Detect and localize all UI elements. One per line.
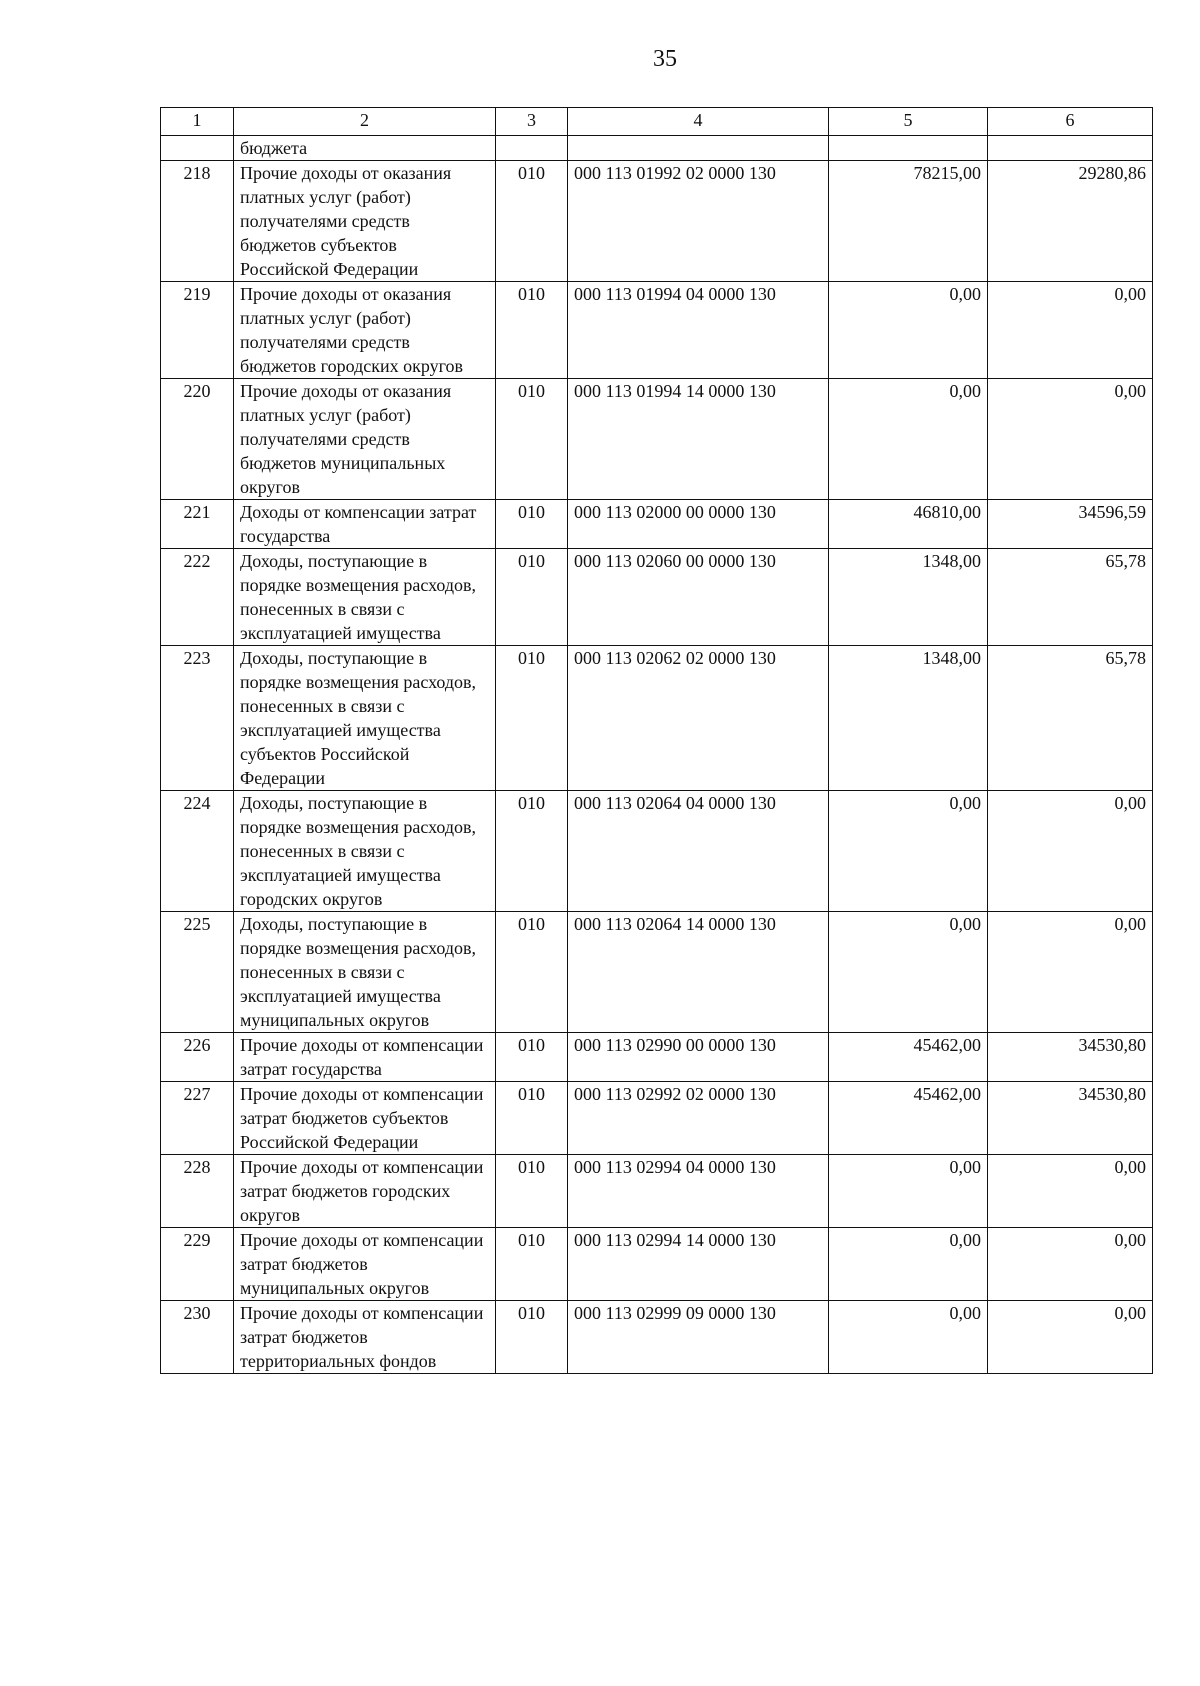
row-col3: 010 [496,912,568,1033]
row-code: 000 113 02064 04 0000 130 [568,791,829,912]
table-row [161,500,1153,549]
row-value-6: 0,00 [988,379,1153,500]
row-number: 220 [161,379,234,500]
row-value-6 [988,136,1153,161]
row-col3: 010 [496,791,568,912]
col-header-6: 6 [988,108,1153,136]
row-col3: 010 [496,161,568,282]
row-value-6: 65,78 [988,646,1153,791]
row-col3: 010 [496,379,568,500]
row-code: 000 113 02000 00 0000 130 [568,500,829,549]
revenue-table [160,107,1153,1374]
row-value-5: 0,00 [829,912,988,1033]
row-value-6: 0,00 [988,912,1153,1033]
col-header-1: 1 [161,108,234,136]
row-code: 000 113 02994 14 0000 130 [568,1228,829,1301]
row-name: Прочие доходы от компенсации затрат бюджетов муниципальных округов [234,1228,496,1301]
row-col3: 010 [496,1228,568,1301]
row-name: бюджета [234,136,496,161]
row-value-5: 1348,00 [829,646,988,791]
row-code: 000 113 01994 04 0000 130 [568,282,829,379]
row-code: 000 113 02062 02 0000 130 [568,646,829,791]
row-value-5: 45462,00 [829,1033,988,1082]
row-name: Прочие доходы от оказания платных услуг (работ) получателями средств бюджетов субъектов Российской Федерации [234,161,496,282]
table-row [161,549,1153,646]
row-value-6: 0,00 [988,1301,1153,1374]
header-row [161,108,1153,136]
row-code: 000 113 02060 00 0000 130 [568,549,829,646]
row-code: 000 113 02994 04 0000 130 [568,1155,829,1228]
row-value-5: 46810,00 [829,500,988,549]
table-row [161,1033,1153,1082]
table-row [161,161,1153,282]
row-col3: 010 [496,549,568,646]
row-col3: 010 [496,1033,568,1082]
row-value-5: 0,00 [829,379,988,500]
row-number: 225 [161,912,234,1033]
row-number: 227 [161,1082,234,1155]
row-value-5: 0,00 [829,1155,988,1228]
table-row [161,379,1153,500]
row-col3: 010 [496,1082,568,1155]
row-name: Прочие доходы от компенсации затрат государства [234,1033,496,1082]
table-row [161,1301,1153,1374]
table-row [161,791,1153,912]
row-col3: 010 [496,1155,568,1228]
row-col3: 010 [496,500,568,549]
row-value-5: 0,00 [829,1301,988,1374]
row-value-6: 34530,80 [988,1033,1153,1082]
row-number: 229 [161,1228,234,1301]
col-header-4: 4 [568,108,829,136]
row-value-5: 0,00 [829,791,988,912]
row-value-5: 0,00 [829,1228,988,1301]
col-header-3: 3 [496,108,568,136]
row-col3: 010 [496,282,568,379]
row-number: 224 [161,791,234,912]
col-header-2: 2 [234,108,496,136]
page-number: 35 [653,46,677,72]
row-value-5 [829,136,988,161]
row-number: 223 [161,646,234,791]
row-name: Прочие доходы от компенсации затрат бюджетов субъектов Российской Федерации [234,1082,496,1155]
row-col3: 010 [496,646,568,791]
row-value-6: 0,00 [988,1228,1153,1301]
row-number: 221 [161,500,234,549]
table-row [161,282,1153,379]
row-code [568,136,829,161]
row-number: 218 [161,161,234,282]
row-code: 000 113 02990 00 0000 130 [568,1033,829,1082]
row-value-5: 78215,00 [829,161,988,282]
row-code: 000 113 01994 14 0000 130 [568,379,829,500]
row-value-6: 34596,59 [988,500,1153,549]
row-name: Прочие доходы от оказания платных услуг (работ) получателями средств бюджетов муниципальных округов [234,379,496,500]
row-number: 226 [161,1033,234,1082]
row-code: 000 113 02992 02 0000 130 [568,1082,829,1155]
table-row [161,1155,1153,1228]
row-name: Прочие доходы от оказания платных услуг (работ) получателями средств бюджетов городских округов [234,282,496,379]
row-name: Доходы от компенсации затрат государства [234,500,496,549]
row-code: 000 113 01992 02 0000 130 [568,161,829,282]
row-name: Прочие доходы от компенсации затрат бюджетов территориальных фондов [234,1301,496,1374]
table-row [161,1228,1153,1301]
row-code: 000 113 02999 09 0000 130 [568,1301,829,1374]
row-value-6: 29280,86 [988,161,1153,282]
row-value-6: 0,00 [988,791,1153,912]
table-row [161,1082,1153,1155]
row-number: 228 [161,1155,234,1228]
row-col3: 010 [496,1301,568,1374]
table-row [161,912,1153,1033]
row-number: 219 [161,282,234,379]
row-value-6: 0,00 [988,1155,1153,1228]
continuation-row [161,136,1153,161]
row-number: 230 [161,1301,234,1374]
row-name: Доходы, поступающие в порядке возмещения расходов, понесенных в связи с эксплуатацией имущества субъектов Российской Федерации [234,646,496,791]
row-number: 222 [161,549,234,646]
row-value-6: 65,78 [988,549,1153,646]
row-value-6: 34530,80 [988,1082,1153,1155]
row-value-5: 0,00 [829,282,988,379]
row-name: Доходы, поступающие в порядке возмещения расходов, понесенных в связи с эксплуатацией имущества муниципальных округов [234,912,496,1033]
row-name: Доходы, поступающие в порядке возмещения расходов, понесенных в связи с эксплуатацией имущества городских округов [234,791,496,912]
row-value-5: 45462,00 [829,1082,988,1155]
table-row [161,646,1153,791]
col-header-5: 5 [829,108,988,136]
row-value-5: 1348,00 [829,549,988,646]
row-col3 [496,136,568,161]
row-value-6: 0,00 [988,282,1153,379]
row-number [161,136,234,161]
row-name: Доходы, поступающие в порядке возмещения расходов, понесенных в связи с эксплуатацией имущества [234,549,496,646]
row-name: Прочие доходы от компенсации затрат бюджетов городских округов [234,1155,496,1228]
row-code: 000 113 02064 14 0000 130 [568,912,829,1033]
